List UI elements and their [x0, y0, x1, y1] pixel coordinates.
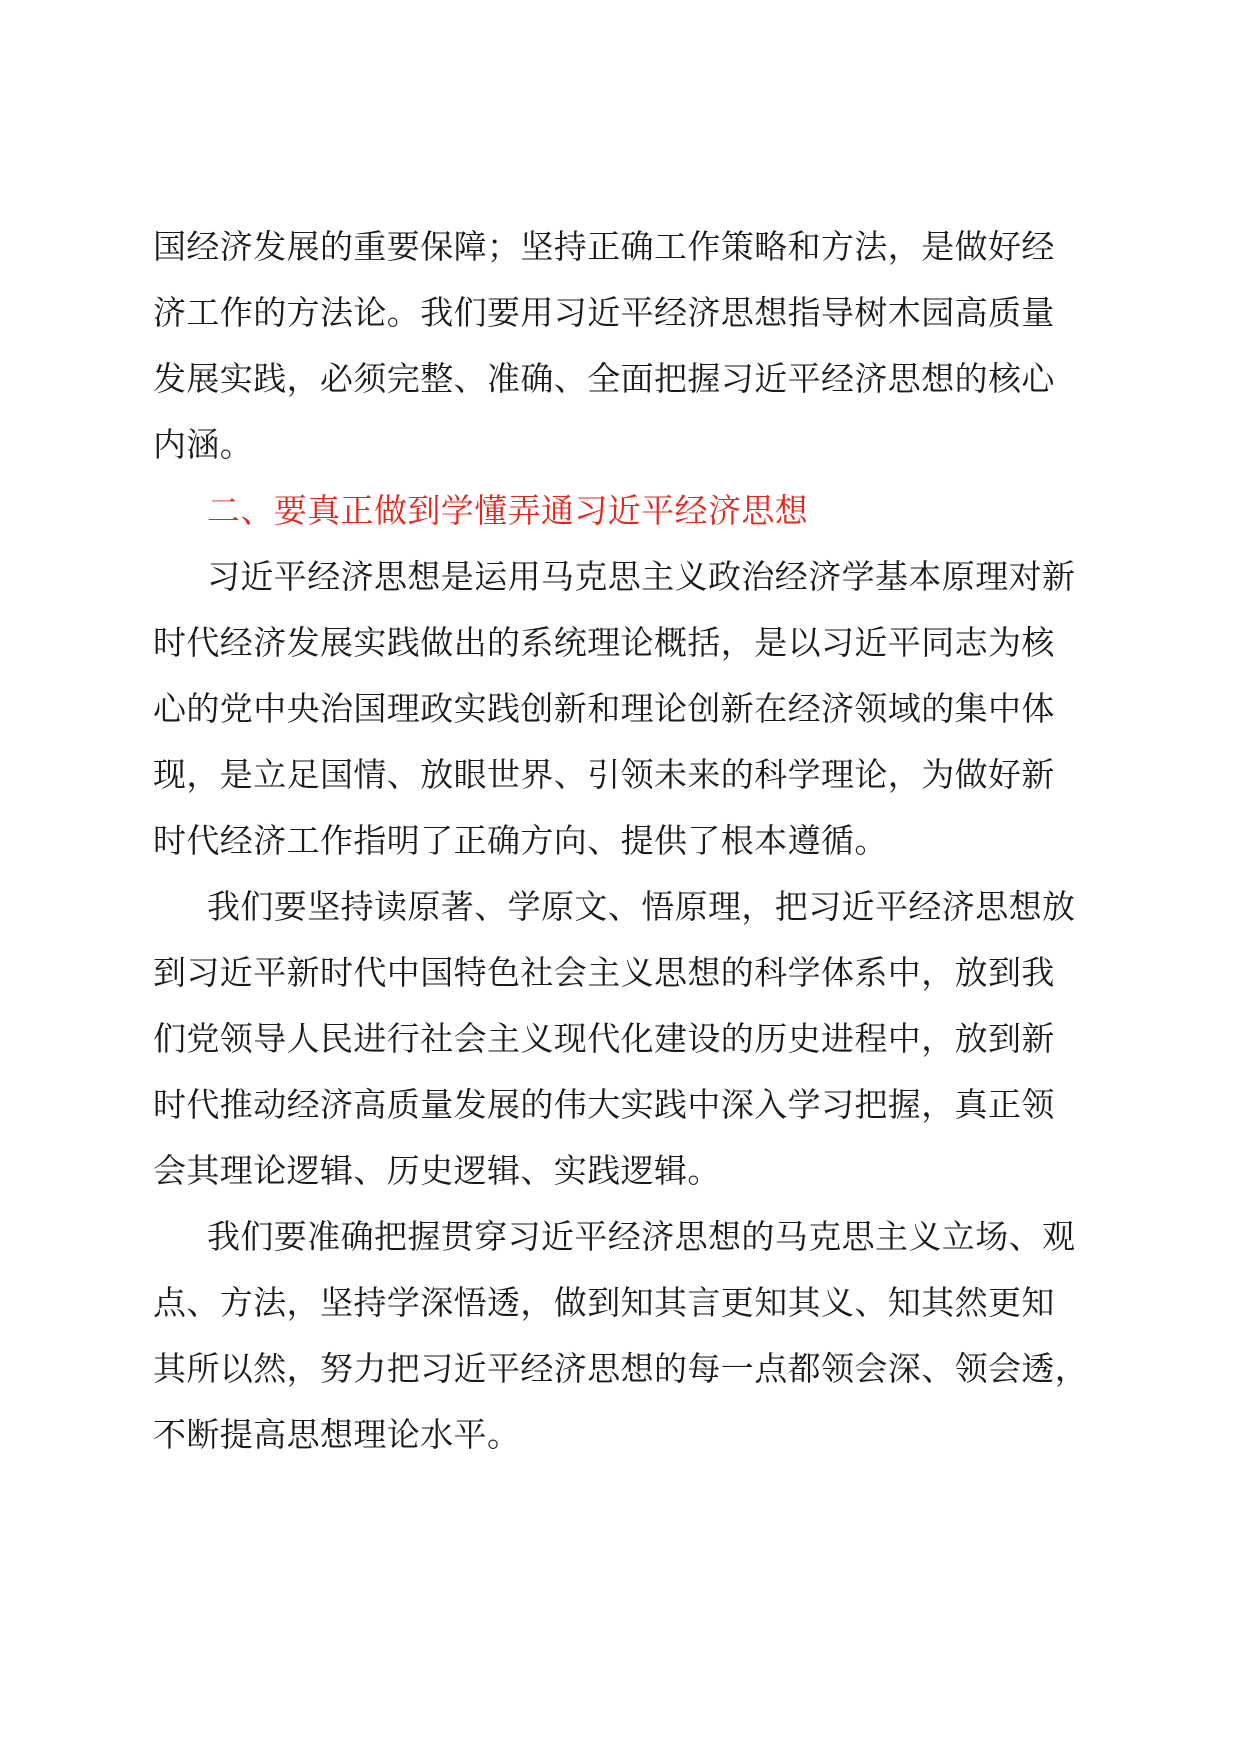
text-line: 们党领导人民进行社会主义现代化建设的历史进程中，放到新 — [153, 1019, 1055, 1058]
text-line: 会其理论逻辑、历史逻辑、实践逻辑。 — [153, 1151, 721, 1190]
paragraph-grasp-position — [153, 1204, 1089, 1468]
text-line: 国经济发展的重要保障；坚持正确工作策略和方法，是做好经 — [153, 227, 1055, 266]
text-line: 不断提高思想理论水平。 — [153, 1415, 521, 1454]
paragraph-study-originals — [153, 874, 1083, 1204]
text-line: 习近平经济思想是运用马克思主义政治经济学基本原理对新 — [207, 557, 1076, 596]
text-line: 其所以然，努力把习近平经济思想的每一点都领会深、领会透， — [153, 1349, 1089, 1388]
text-line: 我们要准确把握贯穿习近平经济思想的马克思主义立场、观 — [207, 1217, 1076, 1256]
document-page — [153, 214, 1089, 1468]
text-line: 内涵。 — [153, 425, 254, 464]
text-line: 济工作的方法论。我们要用习近平经济思想指导树木园高质量 — [153, 293, 1055, 332]
text-line: 我们要坚持读原著、学原文、悟原理，把习近平经济思想放 — [207, 887, 1076, 926]
text-line: 点、方法，坚持学深悟透，做到知其言更知其义、知其然更知 — [153, 1283, 1055, 1322]
text-line: 时代经济发展实践做出的系统理论概括，是以习近平同志为核 — [153, 623, 1055, 662]
section-heading — [153, 478, 1083, 544]
paragraph-continuation — [153, 214, 1083, 478]
text-line: 时代推动经济高质量发展的伟大实践中深入学习把握，真正领 — [153, 1085, 1055, 1124]
text-line: 发展实践，必须完整、准确、全面把握习近平经济思想的核心 — [153, 359, 1055, 398]
text-line: 时代经济工作指明了正确方向、提供了根本遵循。 — [153, 821, 888, 860]
text-line: 到习近平新时代中国特色社会主义思想的科学体系中，放到我 — [153, 953, 1055, 992]
paragraph-theory — [153, 544, 1083, 874]
section-heading-text: 二、要真正做到学懂弄通习近平经济思想 — [207, 491, 809, 530]
text-line: 心的党中央治国理政实践创新和理论创新在经济领域的集中体 — [153, 689, 1055, 728]
text-line: 现，是立足国情、放眼世界、引领未来的科学理论，为做好新 — [153, 755, 1055, 794]
